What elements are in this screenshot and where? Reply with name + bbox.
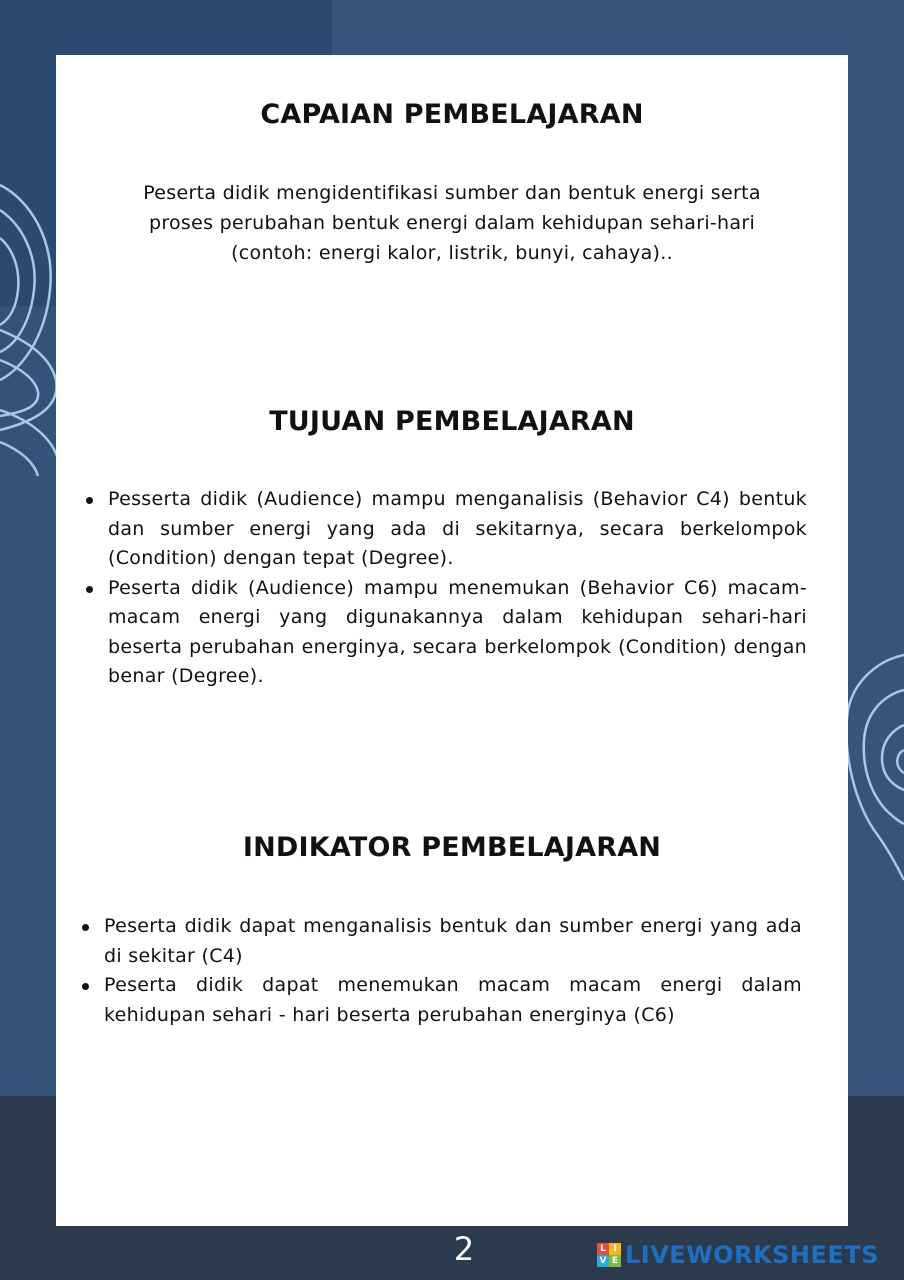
contour-lines-right-decoration	[844, 650, 904, 930]
list-item	[104, 912, 802, 971]
logo-letter: V	[597, 1255, 609, 1267]
watermark-text: LIVEWORKSHEETS	[625, 1241, 879, 1269]
tujuan-list	[108, 485, 807, 692]
logo-letter: I	[609, 1243, 621, 1255]
capaian-paragraph	[120, 178, 784, 268]
indikator-item-1-text: Peserta didik dapat menganalisis bentuk dan sumber energi yang ada di sekitar (C4)	[104, 915, 802, 967]
contour-lines-left-decoration	[0, 180, 60, 480]
bullet-icon	[86, 586, 93, 593]
capaian-title: CAPAIAN PEMBELAJARAN	[260, 99, 644, 130]
liveworksheets-watermark	[597, 1240, 879, 1270]
list-item	[104, 971, 802, 1030]
indikator-list	[104, 912, 802, 1030]
page-number: 2	[453, 1230, 475, 1268]
bullet-icon	[82, 924, 89, 931]
liveworksheets-logo-icon	[597, 1243, 621, 1267]
indikator-title: INDIKATOR PEMBELAJARAN	[242, 832, 662, 863]
bullet-icon	[86, 497, 93, 504]
capaian-line-1: Peserta didik mengidentifikasi sumber dan bentuk energi serta	[143, 182, 761, 204]
logo-letter: L	[597, 1243, 609, 1255]
logo-letter: E	[609, 1255, 621, 1267]
bullet-icon	[82, 983, 89, 990]
list-item	[108, 485, 807, 574]
capaian-line-3: (contoh: energi kalor, listrik, bunyi, cahaya)..	[231, 242, 673, 264]
tujuan-item-2-text: Peserta didik (Audience) mampu menemukan (Behavior C6) macam-macam energi yang digunakannya dalam kehidupan sehari-hari beserta perubahan energinya, secara berkelompok (Condition) dengan benar (Degree).	[108, 576, 807, 687]
tujuan-item-1-text: Pesserta didik (Audience) mampu menganalisis (Behavior C4) bentuk dan sumber energi yang ada di sekitarnya, secara berkelompok (Condition) dengan tepat (Degree).	[108, 488, 807, 569]
list-item	[108, 574, 807, 692]
tujuan-title: TUJUAN PEMBELAJARAN	[269, 406, 635, 437]
document-page	[56, 55, 848, 1226]
indikator-item-2-text: Peserta didik dapat menemukan macam macam energi dalam kehidupan sehari - hari beserta perubahan energinya (C6)	[104, 974, 802, 1026]
capaian-line-2: proses perubahan bentuk energi dalam kehidupan sehari-hari	[148, 212, 756, 234]
